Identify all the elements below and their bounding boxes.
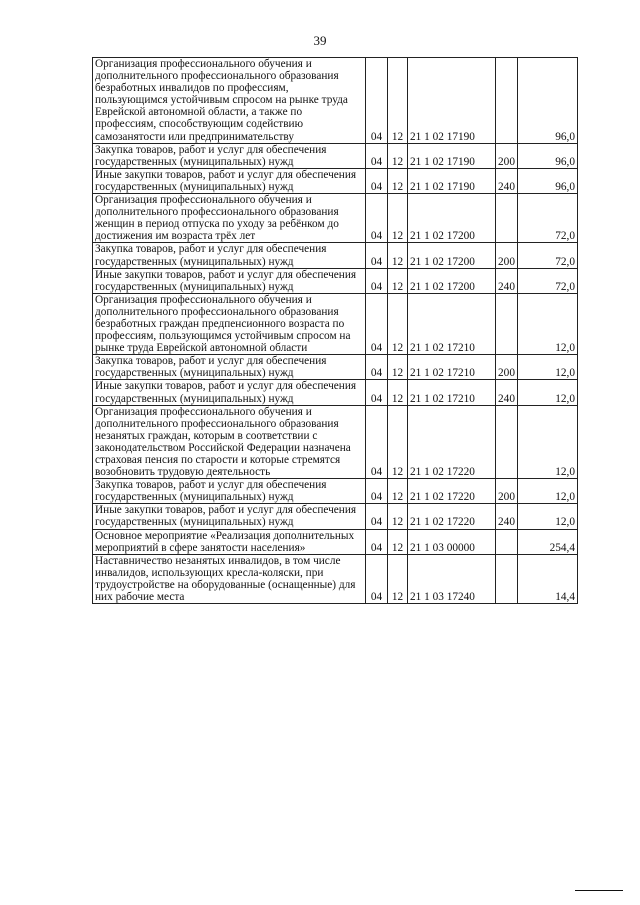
row-amount-cell: 12,0: [518, 355, 578, 380]
row-target-article-cell: 21 1 02 17200: [408, 268, 496, 293]
row-subsection-code-cell: 12: [388, 405, 408, 479]
row-expense-type-cell: [496, 293, 518, 354]
row-amount-cell: 96,0: [518, 143, 578, 168]
row-target-article-cell: 21 1 02 17220: [408, 479, 496, 504]
row-name-cell: Закупка товаров, работ и услуг для обеспечения государственных (муниципальных) нужд: [93, 355, 366, 380]
row-name-cell: Закупка товаров, работ и услуг для обеспечения государственных (муниципальных) нужд: [93, 143, 366, 168]
row-amount-cell: 12,0: [518, 504, 578, 529]
row-target-article-cell: 21 1 02 17190: [408, 143, 496, 168]
table-row: [93, 168, 578, 193]
row-expense-type-cell: 240: [496, 268, 518, 293]
row-target-article-cell: 21 1 02 17210: [408, 293, 496, 354]
row-name-cell: Организация профессионального обучения и дополнительного профессионального образования безработных граждан предпенсионного возраста по профессиям, пользующимся устойчивым спросом на рынке труда Еврейской автономной области: [93, 293, 366, 354]
row-amount-cell: 72,0: [518, 194, 578, 243]
row-name-cell: Организация профессионального обучения и дополнительного профессионального образования незанятых граждан, которым в соответствии с законодательством Российской Федерации назначена страховая пенсия по старости и которые стремятся возобновить трудовую деятельность: [93, 405, 366, 479]
row-expense-type-cell: 200: [496, 355, 518, 380]
row-section-code-cell: 04: [366, 243, 388, 268]
row-amount-cell: 96,0: [518, 168, 578, 193]
table-row: [93, 380, 578, 405]
row-amount-cell: 96,0: [518, 58, 578, 144]
row-target-article-cell: 21 1 02 17210: [408, 355, 496, 380]
row-amount-cell: 72,0: [518, 243, 578, 268]
row-subsection-code-cell: 12: [388, 554, 408, 603]
row-name-cell: Организация профессионального обучения и дополнительного профессионального образования безработных инвалидов по профессиям, пользующимся устойчивым спросом на рынке труда Еврейской автономной области, а также по профессиям, способствующим содействию самозанятости или предпринимательству: [93, 58, 366, 144]
row-section-code-cell: 04: [366, 143, 388, 168]
table-row: [93, 243, 578, 268]
row-target-article-cell: 21 1 02 17220: [408, 504, 496, 529]
row-section-code-cell: 04: [366, 405, 388, 479]
row-section-code-cell: 04: [366, 58, 388, 144]
row-name-cell: Закупка товаров, работ и услуг для обеспечения государственных (муниципальных) нужд: [93, 479, 366, 504]
row-subsection-code-cell: 12: [388, 194, 408, 243]
row-subsection-code-cell: 12: [388, 268, 408, 293]
footer-rule: [575, 890, 623, 891]
table-row: [93, 529, 578, 554]
table-row: [93, 479, 578, 504]
row-amount-cell: 12,0: [518, 405, 578, 479]
table-row: [93, 194, 578, 243]
budget-table: [92, 57, 578, 604]
row-subsection-code-cell: 12: [388, 504, 408, 529]
table-row: [93, 268, 578, 293]
row-name-cell: Иные закупки товаров, работ и услуг для обеспечения государственных (муниципальных) нужд: [93, 504, 366, 529]
row-expense-type-cell: [496, 554, 518, 603]
row-subsection-code-cell: 12: [388, 168, 408, 193]
row-name-cell: Иные закупки товаров, работ и услуг для обеспечения государственных (муниципальных) нужд: [93, 168, 366, 193]
row-expense-type-cell: 200: [496, 243, 518, 268]
row-target-article-cell: 21 1 02 17190: [408, 168, 496, 193]
row-section-code-cell: 04: [366, 529, 388, 554]
row-section-code-cell: 04: [366, 355, 388, 380]
row-subsection-code-cell: 12: [388, 380, 408, 405]
row-section-code-cell: 04: [366, 380, 388, 405]
row-expense-type-cell: 200: [496, 479, 518, 504]
row-expense-type-cell: 240: [496, 380, 518, 405]
row-subsection-code-cell: 12: [388, 355, 408, 380]
row-amount-cell: 12,0: [518, 479, 578, 504]
row-amount-cell: 12,0: [518, 380, 578, 405]
row-subsection-code-cell: 12: [388, 293, 408, 354]
row-amount-cell: 72,0: [518, 268, 578, 293]
row-subsection-code-cell: 12: [388, 243, 408, 268]
row-subsection-code-cell: 12: [388, 479, 408, 504]
row-amount-cell: 12,0: [518, 293, 578, 354]
row-expense-type-cell: [496, 194, 518, 243]
row-section-code-cell: 04: [366, 504, 388, 529]
page-number: 39: [313, 33, 327, 48]
table-row: [93, 554, 578, 603]
row-expense-type-cell: 200: [496, 143, 518, 168]
row-name-cell: Закупка товаров, работ и услуг для обеспечения государственных (муниципальных) нужд: [93, 243, 366, 268]
row-name-cell: Наставничество незанятых инвалидов, в том числе инвалидов, использующих кресла-коляски, при трудоустройстве на оборудованные (оснащенные) для них рабочие места: [93, 554, 366, 603]
row-target-article-cell: 21 1 02 17200: [408, 243, 496, 268]
row-name-cell: Иные закупки товаров, работ и услуг для обеспечения государственных (муниципальных) нужд: [93, 268, 366, 293]
row-amount-cell: 254,4: [518, 529, 578, 554]
table-row: [93, 143, 578, 168]
row-section-code-cell: 04: [366, 194, 388, 243]
row-subsection-code-cell: 12: [388, 143, 408, 168]
table-row: [93, 504, 578, 529]
row-target-article-cell: 21 1 02 17220: [408, 405, 496, 479]
row-expense-type-cell: [496, 58, 518, 144]
row-subsection-code-cell: 12: [388, 58, 408, 144]
table-row: [93, 405, 578, 479]
row-section-code-cell: 04: [366, 554, 388, 603]
row-expense-type-cell: 240: [496, 504, 518, 529]
row-name-cell: Иные закупки товаров, работ и услуг для обеспечения государственных (муниципальных) нужд: [93, 380, 366, 405]
row-section-code-cell: 04: [366, 479, 388, 504]
row-name-cell: Организация профессионального обучения и дополнительного профессионального образования женщин в период отпуска по уходу за ребёнком до достижения им возраста трёх лет: [93, 194, 366, 243]
row-target-article-cell: 21 1 03 00000: [408, 529, 496, 554]
row-name-cell: Основное мероприятие «Реализация дополнительных мероприятий в сфере занятости населения»: [93, 529, 366, 554]
row-target-article-cell: 21 1 02 17210: [408, 380, 496, 405]
row-section-code-cell: 04: [366, 268, 388, 293]
row-target-article-cell: 21 1 02 17200: [408, 194, 496, 243]
table-row: [93, 58, 578, 144]
row-target-article-cell: 21 1 03 17240: [408, 554, 496, 603]
row-expense-type-cell: 240: [496, 168, 518, 193]
row-section-code-cell: 04: [366, 293, 388, 354]
budget-table-body: [93, 58, 578, 604]
table-row: [93, 293, 578, 354]
row-expense-type-cell: [496, 529, 518, 554]
row-section-code-cell: 04: [366, 168, 388, 193]
row-target-article-cell: 21 1 02 17190: [408, 58, 496, 144]
table-row: [93, 355, 578, 380]
row-expense-type-cell: [496, 405, 518, 479]
row-subsection-code-cell: 12: [388, 529, 408, 554]
row-amount-cell: 14,4: [518, 554, 578, 603]
